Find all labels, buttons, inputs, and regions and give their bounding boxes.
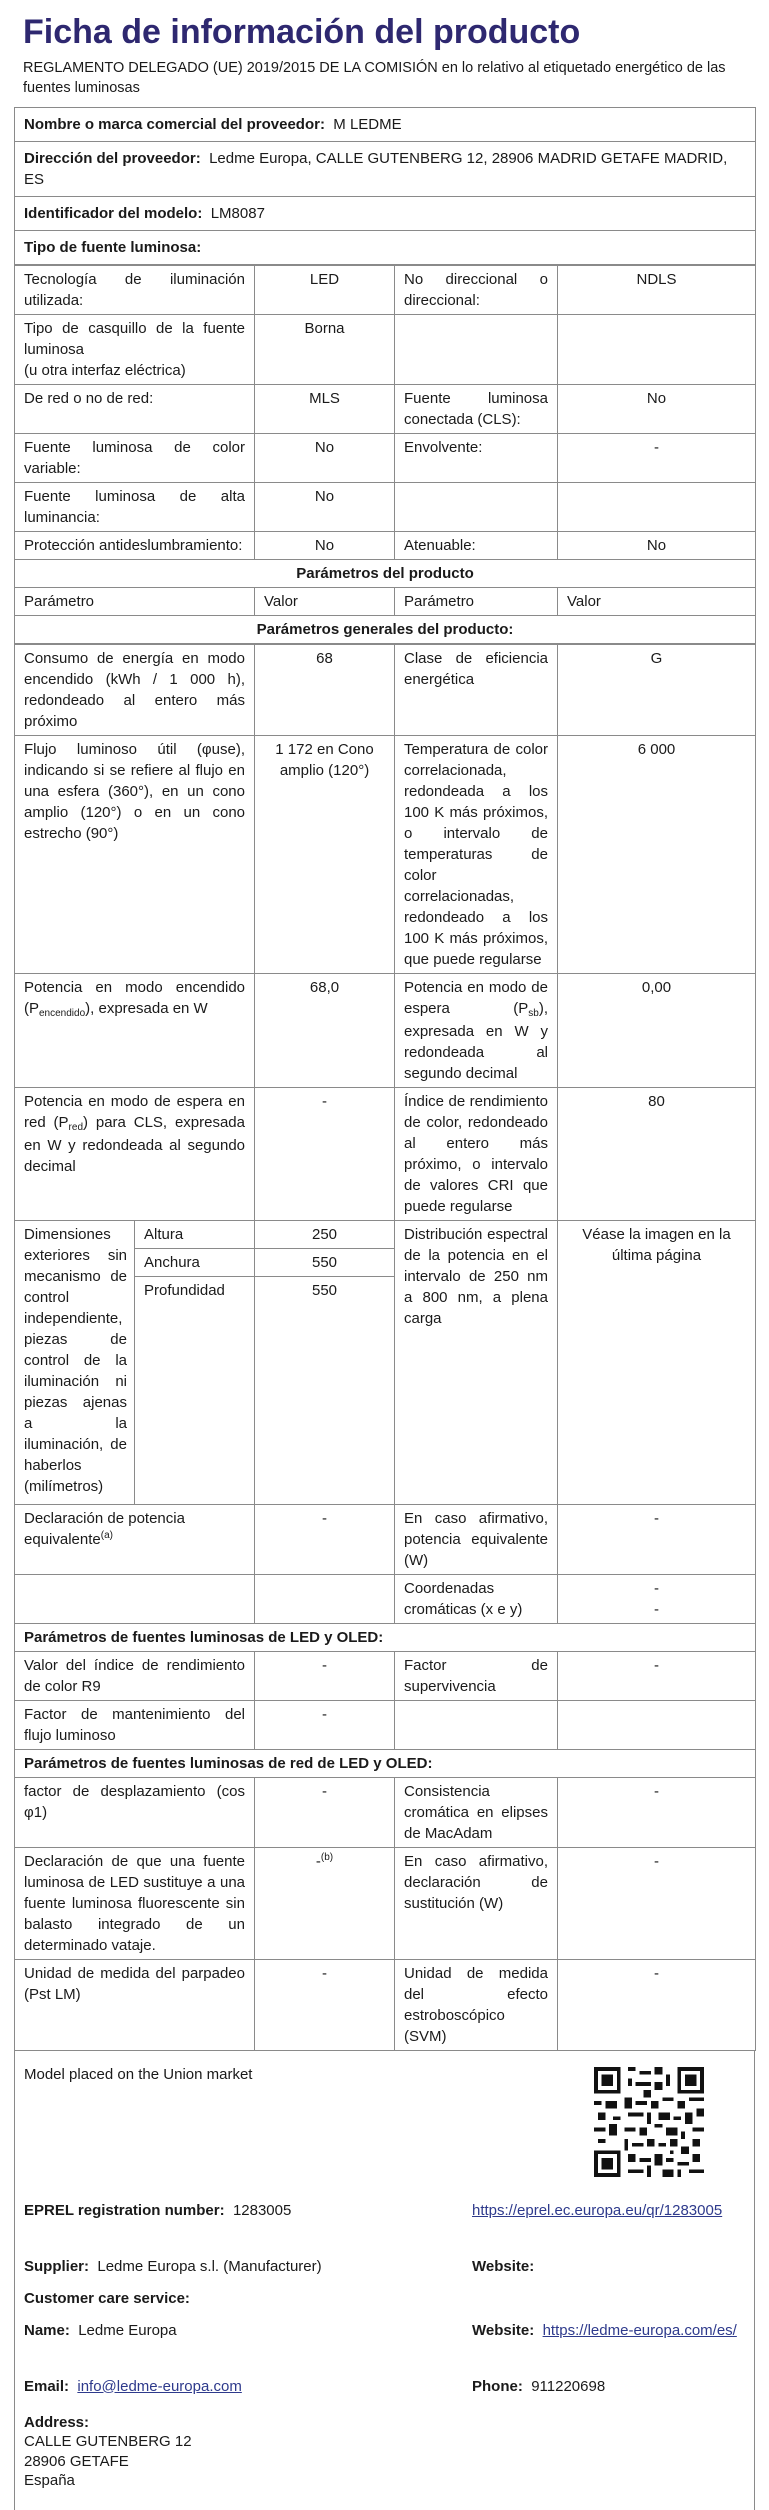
address-line: CALLE GUTENBERG 12	[24, 2433, 192, 2451]
replacement-claim-label: Declaración de que una fuente luminosa de LED sustituye a una fuente luminosa fluorescente sin balasto integrado de un determinado vataje.	[15, 1847, 255, 1959]
lst-value: Borna	[255, 314, 395, 384]
luminous-flux-value: 1 172 en Cono amplio (120°)	[255, 735, 395, 973]
lst-label-note: (u otra interfaz eléctrica)	[24, 361, 186, 379]
care-address	[24, 2413, 192, 2491]
cri-label: Índice de rendimiento de color, redondeado al entero más próximo, o intervalo de valores CRI que puede regularse	[395, 1087, 558, 1220]
phone-label: Phone:	[472, 2377, 523, 2395]
lst-label: Fuente luminosa de color variable:	[15, 433, 255, 482]
efficiency-class-value: G	[558, 644, 756, 735]
stroboscopic-value: -	[558, 1959, 756, 2050]
depth-value: 550	[255, 1276, 395, 1504]
col-header-param: Parámetro	[15, 587, 255, 615]
product-params-header: Parámetros del producto	[15, 559, 756, 587]
depth-label: Profundidad	[135, 1276, 255, 1504]
email-label: Email:	[24, 2377, 70, 2395]
lst-label: No direccional o direccional:	[395, 265, 558, 314]
care-email	[24, 2377, 242, 2397]
phone-value: 911220698	[531, 2377, 606, 2395]
width-value: 550	[255, 1248, 395, 1276]
empty-cell	[558, 1700, 756, 1749]
lst-label	[395, 314, 558, 384]
care-name	[24, 2321, 177, 2341]
standby-power-subscript: sb	[528, 1007, 539, 1019]
website-link[interactable]: https://ledme-europa.com/es/	[542, 2321, 737, 2339]
on-mode-power-subscript: encendido	[39, 1007, 86, 1019]
lst-label: De red o no de red:	[15, 384, 255, 433]
colour-consistency-label: Consistencia cromática en elipses de MacAdam	[395, 1777, 558, 1847]
lumen-maintenance-value: -	[255, 1700, 395, 1749]
chromaticity-values	[558, 1574, 756, 1623]
lst-value: No	[558, 384, 756, 433]
footnote-a: (a)	[100, 1529, 113, 1541]
website-label: Website:	[472, 2257, 535, 2275]
standby-power-value: 0,00	[558, 973, 756, 1087]
eprel-registration	[24, 2201, 291, 2221]
equivalent-power-w-label: En caso afirmativo, potencia equivalente (W)	[395, 1504, 558, 1574]
r9-value: -	[255, 1651, 395, 1700]
lst-value	[558, 314, 756, 384]
empty-cell	[395, 1700, 558, 1749]
care-phone	[472, 2377, 605, 2397]
col-header-param: Parámetro	[395, 587, 558, 615]
general-params-header: Parámetros generales del producto:	[15, 615, 756, 643]
empty-cell	[15, 1574, 255, 1623]
luminous-flux-label: Flujo luminoso útil (φuse), indicando si se refiere al flujo en una esfera (360°), en un cono amplio (120°) o en un cono estrecho (90°)	[15, 735, 255, 973]
light-source-type-table	[14, 265, 756, 644]
model-value: LM8087	[210, 204, 265, 222]
lst-label: Tecnología de iluminación utilizada:	[15, 265, 255, 314]
equivalent-power-w-value: -	[558, 1504, 756, 1574]
col-header-value: Valor	[558, 587, 756, 615]
survival-factor-value: -	[558, 1651, 756, 1700]
lst-label: Fuente luminosa conectada (CLS):	[395, 384, 558, 433]
general-params-table	[14, 644, 756, 2051]
flicker-label: Unidad de medida del parpadeo (Pst LM)	[15, 1959, 255, 2050]
mains-led-header: Parámetros de fuentes luminosas de red de LED y OLED:	[15, 1749, 756, 1777]
flicker-value: -	[255, 1959, 395, 2050]
customer-care-label: Customer care service:	[24, 2289, 190, 2307]
eprel-label: EPREL registration number:	[24, 2201, 225, 2219]
led-oled-header: Parámetros de fuentes luminosas de LED y OLED:	[15, 1623, 756, 1651]
supplier-label: Nombre o marca comercial del proveedor:	[24, 115, 325, 133]
chromaticity-y: -	[654, 1600, 659, 1618]
address-label: Dirección del proveedor:	[24, 149, 201, 167]
market-note: Model placed on the Union market	[24, 2065, 253, 2083]
supplier-info-table	[14, 107, 756, 265]
replacement-claim-text: -	[315, 1852, 321, 1870]
lst-value: No	[255, 482, 395, 531]
lst-label-main: Tipo de casquillo de la fuente luminosa	[24, 319, 245, 358]
lst-value: No	[255, 433, 395, 482]
lst-value: NDLS	[558, 265, 756, 314]
footnote-b: (b)	[320, 1851, 334, 1863]
model-label: Identificador del modelo:	[24, 204, 203, 222]
supplier-label: Supplier:	[24, 2257, 90, 2275]
chromaticity-x: -	[654, 1579, 659, 1597]
address-value: Ledme Europa, CALLE GUTENBERG 12, 28906 MADRID GETAFE MADRID, ES	[24, 149, 728, 188]
supplier-info	[24, 2257, 322, 2277]
equivalent-power-text: Declaración de potencia equivalente	[24, 1509, 185, 1548]
lst-value: No	[558, 531, 756, 559]
supplier-row	[15, 107, 756, 141]
equivalent-power-label	[15, 1504, 255, 1574]
replacement-watt-label: En caso afirmativo, declaración de sustitución (W)	[395, 1847, 558, 1959]
address-line: España	[24, 2472, 75, 2490]
on-mode-power-text-end: ), expresada en W	[85, 999, 208, 1017]
network-standby-text: Potencia en modo de espera en red (P	[24, 1092, 245, 1131]
chromaticity-label: Coordenadas cromáticas (x e y)	[395, 1574, 558, 1623]
lst-value: LED	[255, 265, 395, 314]
name-value: Ledme Europa	[78, 2321, 177, 2339]
lst-value: No	[255, 531, 395, 559]
care-website	[472, 2321, 752, 2341]
lst-label	[15, 314, 255, 384]
lst-label: Protección antideslumbramiento:	[15, 531, 255, 559]
regulation-subtitle: REGLAMENTO DELEGADO (UE) 2019/2015 DE LA COMISIÓN en lo relativo al etiquetado energético de las fuentes luminosas	[23, 60, 726, 96]
on-mode-power-value: 68,0	[255, 973, 395, 1087]
standby-power-text-end: ), expresada en W y redondeada al segundo decimal	[404, 999, 548, 1082]
name-label: Name:	[24, 2321, 70, 2339]
empty-cell	[255, 1574, 395, 1623]
stroboscopic-label: Unidad de medida del efecto estroboscópico (SVM)	[395, 1959, 558, 2050]
on-mode-power-text: Potencia en modo encendido (P	[24, 978, 245, 1017]
width-label: Anchura	[135, 1248, 255, 1276]
lst-value	[558, 482, 756, 531]
displacement-factor-label: factor de desplazamiento (cos φ1)	[15, 1777, 255, 1847]
lst-value: -	[558, 433, 756, 482]
energy-consumption-label: Consumo de energía en modo encendido (kWh / 1 000 h), redondeado al entero más próximo	[15, 644, 255, 735]
col-header-value: Valor	[255, 587, 395, 615]
eprel-link[interactable]: https://eprel.ec.europa.eu/qr/1283005	[472, 2201, 723, 2219]
replacement-claim-value	[255, 1847, 395, 1959]
lumen-maintenance-label: Factor de mantenimiento del flujo luminoso	[15, 1700, 255, 1749]
address-row	[15, 141, 756, 196]
eprel-number: 1283005	[232, 2201, 292, 2219]
spectral-distribution-value: Véase la imagen en la última página	[558, 1220, 756, 1504]
replacement-watt-value: -	[558, 1847, 756, 1959]
address-label: Address:	[24, 2413, 90, 2431]
energy-consumption-value: 68	[255, 644, 395, 735]
network-standby-value: -	[255, 1087, 395, 1220]
equivalent-power-value: -	[255, 1504, 395, 1574]
efficiency-class-label: Clase de eficiencia energética	[395, 644, 558, 735]
standby-power-label	[395, 973, 558, 1087]
color-temperature-label: Temperatura de color correlacionada, redondeada a los 100 K más próximos, o intervalo de temperaturas de color correlacionadas, redondeado a los 100 K más próximos, que puede regularse	[395, 735, 558, 973]
r9-label: Valor del índice de rendimiento de color R9	[15, 1651, 255, 1700]
network-standby-subscript: red	[68, 1121, 83, 1133]
qr-code-icon[interactable]	[594, 2067, 704, 2177]
standby-power-text: Potencia en modo de espera (P	[404, 978, 548, 1017]
network-standby-label	[15, 1087, 255, 1220]
on-mode-power-label	[15, 973, 255, 1087]
displacement-factor-value: -	[255, 1777, 395, 1847]
lst-label: Fuente luminosa de alta luminancia:	[15, 482, 255, 531]
address-line: 28906 GETAFE	[24, 2452, 129, 2470]
spectral-distribution-label: Distribución espectral de la potencia en el intervalo de 250 nm a 800 nm, a plena carga	[395, 1220, 558, 1504]
colour-consistency-value: -	[558, 1777, 756, 1847]
height-value: 250	[255, 1220, 395, 1248]
network-standby-text-end: ) para CLS, expresada en W y redondeada al segundo decimal	[24, 1113, 245, 1175]
lst-value: MLS	[255, 384, 395, 433]
email-link[interactable]: info@ledme-europa.com	[77, 2377, 242, 2395]
color-temperature-value: 6 000	[558, 735, 756, 973]
model-row	[15, 196, 756, 230]
supplier-value: Ledme Europa s.l. (Manufacturer)	[97, 2257, 322, 2275]
lst-label: Atenuable:	[395, 531, 558, 559]
eprel-footer	[14, 2051, 755, 2510]
lst-label: Envolvente:	[395, 433, 558, 482]
cri-value: 80	[558, 1087, 756, 1220]
lst-label	[395, 482, 558, 531]
survival-factor-label: Factor de supervivencia	[395, 1651, 558, 1700]
dimensions-label: Dimensiones exteriores sin mecanismo de control independiente, piezas de control de la iluminación ni piezas ajenas a la iluminación, de haberlos (milímetros)	[15, 1220, 135, 1504]
supplier-value: M LEDME	[333, 115, 402, 133]
website2-label: Website:	[472, 2321, 535, 2339]
page-title: Ficha de información del producto	[23, 13, 581, 51]
height-label: Altura	[135, 1220, 255, 1248]
light-source-type-header: Tipo de fuente luminosa:	[15, 230, 756, 264]
